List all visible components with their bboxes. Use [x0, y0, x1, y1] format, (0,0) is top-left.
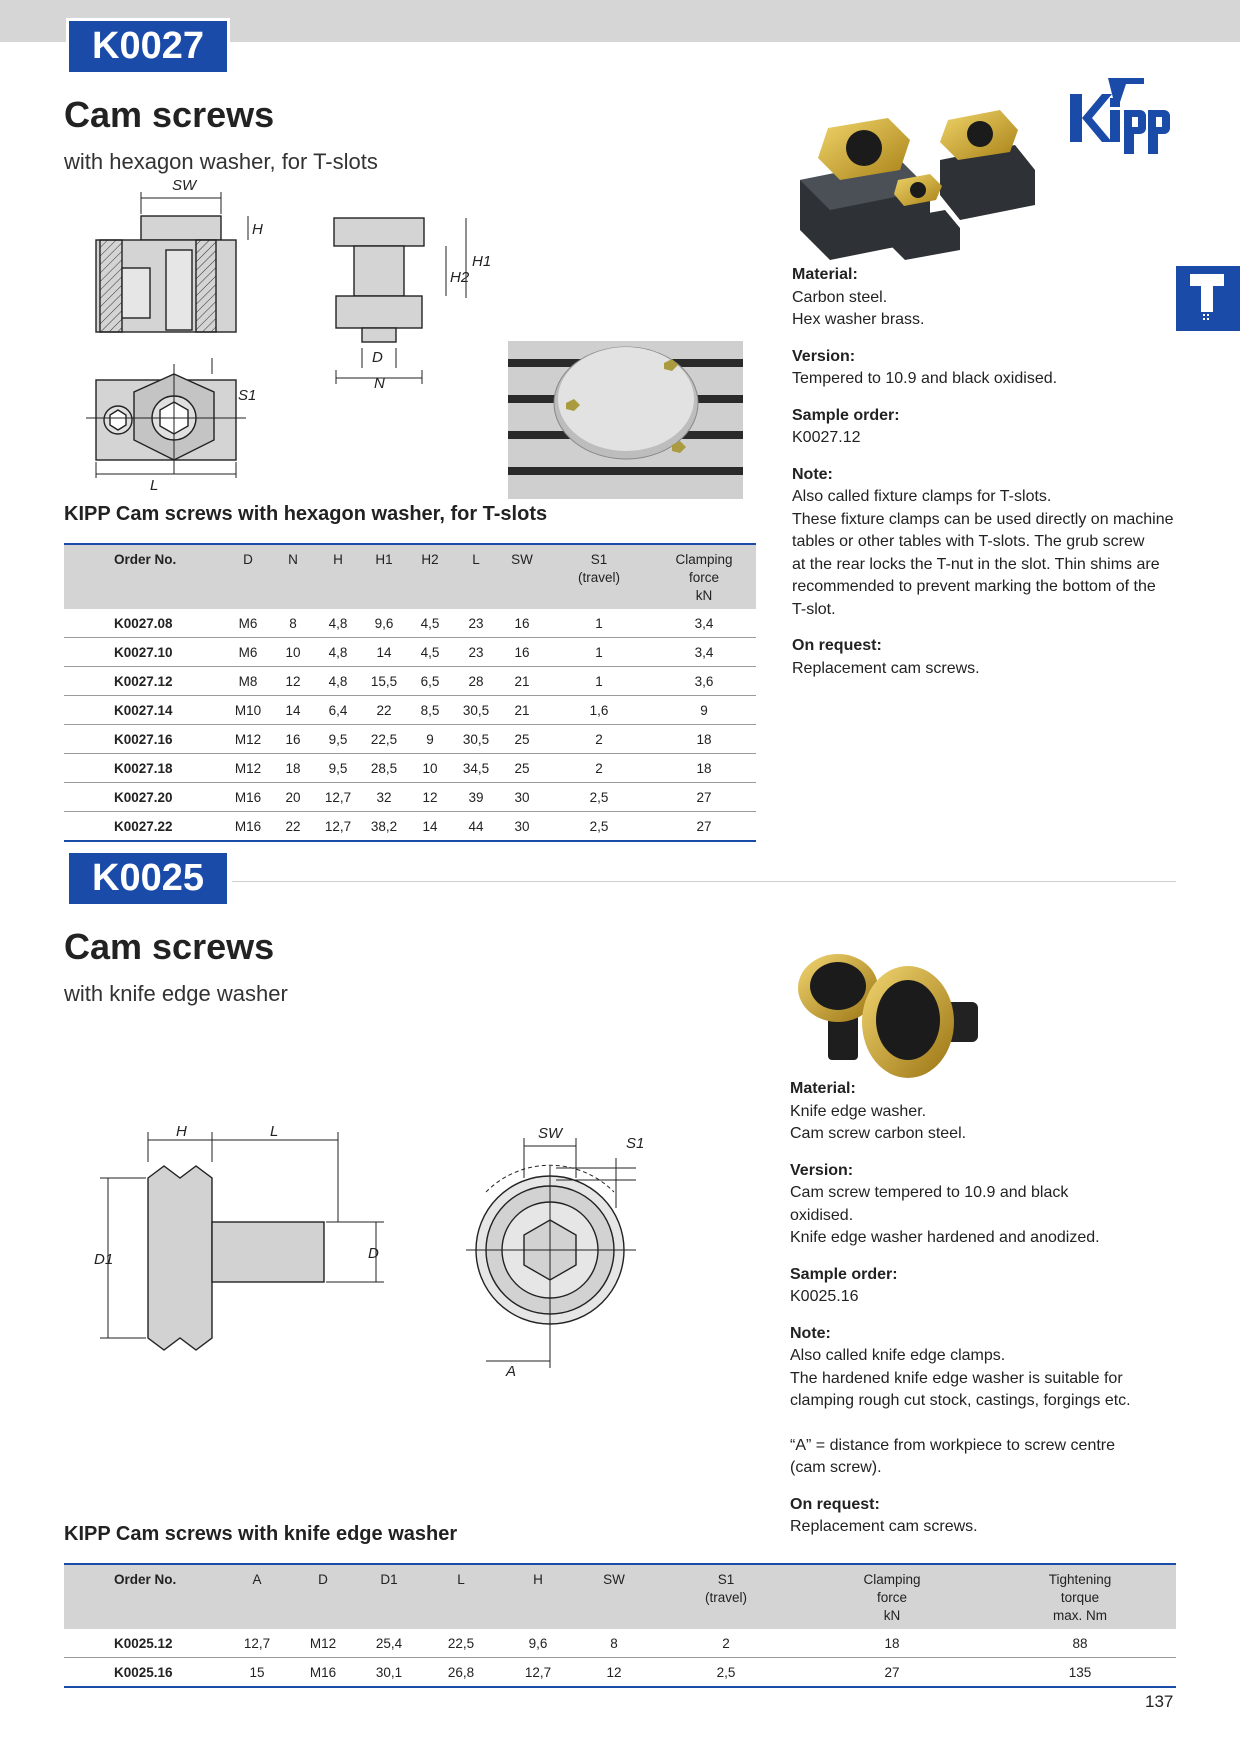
request-line: Replacement cam screws.	[790, 1518, 978, 1535]
table-row	[64, 783, 756, 812]
table-cell: 9	[652, 696, 756, 725]
table-cell: 18	[652, 754, 756, 783]
version-line: Knife edge washer hardened and anodized.	[790, 1229, 1100, 1246]
note-line: recommended to prevent marking the bottom of the	[792, 578, 1156, 595]
request-label: On request:	[792, 637, 882, 654]
table-cell: 39	[454, 783, 498, 812]
table-cell: 3,4	[652, 609, 756, 638]
material-line: Cam screw carbon steel.	[790, 1125, 967, 1142]
table-cell: 135	[984, 1658, 1176, 1688]
table-row	[64, 638, 756, 667]
material-line: Carbon steel.	[792, 288, 888, 306]
page-number: 137	[1145, 1692, 1174, 1711]
table-row	[64, 667, 756, 696]
table-cell: M12	[224, 725, 272, 754]
note-label: Note:	[792, 465, 833, 483]
table-cell: M10	[224, 696, 272, 725]
table-cell: 12	[576, 1658, 652, 1688]
material-line: Knife edge washer.	[790, 1102, 927, 1120]
version-line: oxidised.	[790, 1206, 854, 1224]
k0025-spec-table	[64, 1563, 1176, 1688]
label-h: H	[252, 221, 263, 238]
table-cell: 30	[498, 812, 546, 842]
table-cell: M16	[290, 1658, 356, 1688]
table-cell: 30,5	[454, 696, 498, 725]
note-line: T-slot.	[792, 600, 836, 618]
label-d1: D1	[94, 1251, 114, 1268]
table-cell: 9	[406, 725, 454, 754]
note-line: The hardened knife edge washer is suitable for	[790, 1369, 1123, 1387]
label-l: L	[150, 477, 159, 494]
table-cell: 4,5	[406, 638, 454, 667]
k0027-info	[792, 264, 1182, 694]
table-cell: 22	[272, 812, 314, 842]
version-label: Version:	[792, 347, 856, 365]
k0027-title: Cam screws	[64, 94, 275, 135]
note-label: Note:	[790, 1324, 831, 1342]
kipp-logo	[1068, 59, 1180, 158]
table-cell: 28,5	[362, 754, 406, 783]
sample-label: Sample order:	[792, 406, 900, 424]
table-cell: 3,6	[652, 667, 756, 696]
category-tab	[1176, 266, 1240, 331]
label-a: A	[506, 1363, 517, 1380]
version-label: Version:	[790, 1161, 854, 1179]
product-code-k0025: K0025	[66, 850, 230, 907]
col-header: H2	[421, 552, 439, 567]
table-cell: 16	[272, 725, 314, 754]
table-cell: 20	[272, 783, 314, 812]
table-cell: 10	[272, 638, 314, 667]
table-cell: 6,4	[314, 696, 362, 725]
table-cell: 2,5	[546, 783, 652, 812]
k0027-subtitle: with hexagon washer, for T-slots	[64, 149, 378, 174]
table-cell: 2	[546, 725, 652, 754]
section-divider	[232, 881, 1176, 882]
table-cell: 30,5	[454, 725, 498, 754]
table-cell: 9,6	[362, 609, 406, 638]
table-cell: M16	[224, 812, 272, 842]
table-row	[64, 725, 756, 754]
label-d: D	[368, 1245, 379, 1262]
k0027-header-row	[64, 544, 756, 609]
table-cell: 15,5	[362, 667, 406, 696]
sample-line: K0025.16	[790, 1288, 859, 1305]
request-label: On request:	[790, 1495, 880, 1513]
col-header: L	[457, 1572, 465, 1587]
table-cell: 27	[652, 783, 756, 812]
table-cell: M12	[290, 1629, 356, 1658]
table-row	[64, 812, 756, 842]
table-cell: 88	[984, 1629, 1176, 1658]
note-line: (cam screw).	[790, 1459, 882, 1476]
order-number-cell: K0027.08	[64, 609, 224, 638]
table-cell: M6	[224, 609, 272, 638]
table-cell: 22,5	[422, 1629, 500, 1658]
table-cell: 25,4	[356, 1629, 422, 1658]
k0027-table-title: KIPP Cam screws with hexagon washer, for T-slots	[64, 503, 548, 525]
k0027-product-photo	[790, 100, 1050, 270]
col-header: Clamping force kN	[863, 1572, 921, 1623]
table-cell: 6,5	[406, 667, 454, 696]
table-cell: 10	[406, 754, 454, 783]
order-number-cell: K0027.22	[64, 812, 224, 842]
table-cell: 4,8	[314, 638, 362, 667]
table-cell: 25	[498, 754, 546, 783]
k0025-title: Cam screws	[64, 926, 275, 967]
label-s1: S1	[626, 1135, 645, 1152]
table-cell: 21	[498, 696, 546, 725]
table-cell: 12,7	[314, 783, 362, 812]
k0025-technical-drawing	[86, 1118, 666, 1388]
note-line: “A” = distance from workpiece to screw centre	[790, 1436, 1116, 1454]
table-row	[64, 609, 756, 638]
order-number-cell: K0027.16	[64, 725, 224, 754]
version-line: Cam screw tempered to 10.9 and black	[790, 1184, 1069, 1201]
note-line: Also called knife edge clamps.	[790, 1347, 1006, 1364]
table-cell: 15	[224, 1658, 290, 1688]
kipp-logo-text: Kipp	[1068, 59, 1101, 76]
label-sw: SW	[172, 177, 197, 194]
version-line: Tempered to 10.9 and black oxidised.	[792, 370, 1058, 387]
col-header: L	[472, 552, 480, 567]
col-header: D	[243, 552, 253, 567]
table-row	[64, 1629, 1176, 1658]
col-header: H	[333, 552, 343, 567]
table-cell: 4,8	[314, 667, 362, 696]
label-d: D	[372, 349, 383, 366]
label-s1: S1	[238, 387, 257, 404]
col-header: H	[533, 1572, 543, 1587]
note-line: clamping rough cut stock, castings, forgings etc.	[790, 1392, 1131, 1409]
k0027-application-photo	[508, 341, 743, 499]
k0027-technical-drawing	[76, 178, 496, 498]
table-cell: 2	[546, 754, 652, 783]
table-cell: 25	[498, 725, 546, 754]
col-header: D	[318, 1572, 328, 1587]
table-cell: 23	[454, 638, 498, 667]
col-header: A	[252, 1572, 262, 1587]
note-line: Also called fixture clamps for T-slots.	[792, 488, 1052, 505]
table-cell: 18	[652, 725, 756, 754]
table-cell: 21	[498, 667, 546, 696]
table-cell: 18	[800, 1629, 984, 1658]
col-header: Clamping force kN	[675, 552, 733, 603]
table-cell: 16	[498, 609, 546, 638]
table-cell: 12	[272, 667, 314, 696]
order-number-cell: K0027.20	[64, 783, 224, 812]
order-number-cell: K0027.12	[64, 667, 224, 696]
table-row	[64, 1658, 1176, 1688]
product-code-k0027: K0027	[66, 18, 230, 75]
table-cell: 34,5	[454, 754, 498, 783]
table-cell: 38,2	[362, 812, 406, 842]
table-cell: 27	[800, 1658, 984, 1688]
table-cell: M8	[224, 667, 272, 696]
label-h2: H2	[450, 269, 470, 286]
order-number-cell: K0027.10	[64, 638, 224, 667]
table-cell: 8,5	[406, 696, 454, 725]
material-label: Material:	[790, 1080, 856, 1097]
col-header: Order No.	[114, 552, 177, 567]
order-number-cell: K0027.14	[64, 696, 224, 725]
order-number-cell: K0025.16	[64, 1658, 224, 1688]
k0025-table-title: KIPP Cam screws with knife edge washer	[64, 1523, 458, 1545]
table-cell: 16	[498, 638, 546, 667]
table-cell: 27	[652, 812, 756, 842]
table-cell: 1,6	[546, 696, 652, 725]
note-line: tables or other tables with T-slots. The grub screw	[792, 533, 1145, 550]
table-cell: 14	[362, 638, 406, 667]
table-cell: 1	[546, 609, 652, 638]
col-header: S1 (travel)	[704, 1572, 747, 1605]
note-line	[790, 1413, 1180, 1435]
table-cell: M6	[224, 638, 272, 667]
table-cell: 8	[576, 1629, 652, 1658]
table-cell: 1	[546, 638, 652, 667]
table-cell: M16	[224, 783, 272, 812]
table-cell: 12	[406, 783, 454, 812]
table-cell: 28	[454, 667, 498, 696]
request-line: Replacement cam screws.	[792, 659, 980, 677]
table-cell: 26,8	[422, 1658, 500, 1688]
table-cell: 1	[546, 667, 652, 696]
table-cell: 32	[362, 783, 406, 812]
note-line: These fixture clamps can be used directly on machine	[792, 510, 1174, 528]
col-header: Order No.	[114, 1572, 177, 1587]
table-cell: 2	[652, 1629, 800, 1658]
sample-line: K0027.12	[792, 429, 861, 446]
k0025-product-photo	[788, 950, 988, 1080]
table-cell: 4,8	[314, 609, 362, 638]
table-cell: 2,5	[652, 1658, 800, 1688]
table-cell: 18	[272, 754, 314, 783]
table-cell: 30	[498, 783, 546, 812]
table-cell: 22	[362, 696, 406, 725]
label-l: L	[270, 1123, 279, 1140]
col-header: S1 (travel)	[577, 552, 620, 585]
label-n: N	[374, 375, 385, 392]
k0025-subtitle: with knife edge washer	[64, 981, 288, 1006]
table-cell: 2,5	[546, 812, 652, 842]
table-cell: 4,5	[406, 609, 454, 638]
table-cell: 12,7	[500, 1658, 576, 1688]
col-header: SW	[511, 552, 533, 567]
table-cell: 9,5	[314, 725, 362, 754]
table-cell: 9,5	[314, 754, 362, 783]
order-number-cell: K0027.18	[64, 754, 224, 783]
table-cell: M12	[224, 754, 272, 783]
col-header: N	[288, 552, 298, 567]
table-cell: 12,7	[224, 1629, 290, 1658]
material-label: Material:	[792, 266, 858, 283]
table-cell: 30,1	[356, 1658, 422, 1688]
table-cell: 8	[272, 609, 314, 638]
clamp-icon	[1176, 266, 1240, 331]
k0025-header-row	[64, 1564, 1176, 1629]
note-line: at the rear locks the T-nut in the slot. Thin shims are	[792, 555, 1160, 573]
table-cell: 14	[406, 812, 454, 842]
table-cell: 3,4	[652, 638, 756, 667]
table-cell: 44	[454, 812, 498, 842]
table-cell: 22,5	[362, 725, 406, 754]
k0027-spec-table	[64, 543, 756, 842]
table-row	[64, 754, 756, 783]
sample-label: Sample order:	[790, 1265, 898, 1283]
label-h1: H1	[472, 253, 492, 270]
table-cell: 14	[272, 696, 314, 725]
order-number-cell: K0025.12	[64, 1629, 224, 1658]
table-row	[64, 696, 756, 725]
col-header: D1	[380, 1572, 398, 1587]
col-header: H1	[375, 552, 393, 567]
col-header: Tightening torque max. Nm	[1048, 1572, 1112, 1623]
table-cell: 12,7	[314, 812, 362, 842]
label-h: H	[176, 1123, 187, 1140]
material-line: Hex washer brass.	[792, 311, 925, 328]
col-header: SW	[603, 1572, 625, 1587]
k0025-info	[790, 1078, 1180, 1553]
table-cell: 23	[454, 609, 498, 638]
label-sw: SW	[538, 1125, 563, 1142]
table-cell: 9,6	[500, 1629, 576, 1658]
